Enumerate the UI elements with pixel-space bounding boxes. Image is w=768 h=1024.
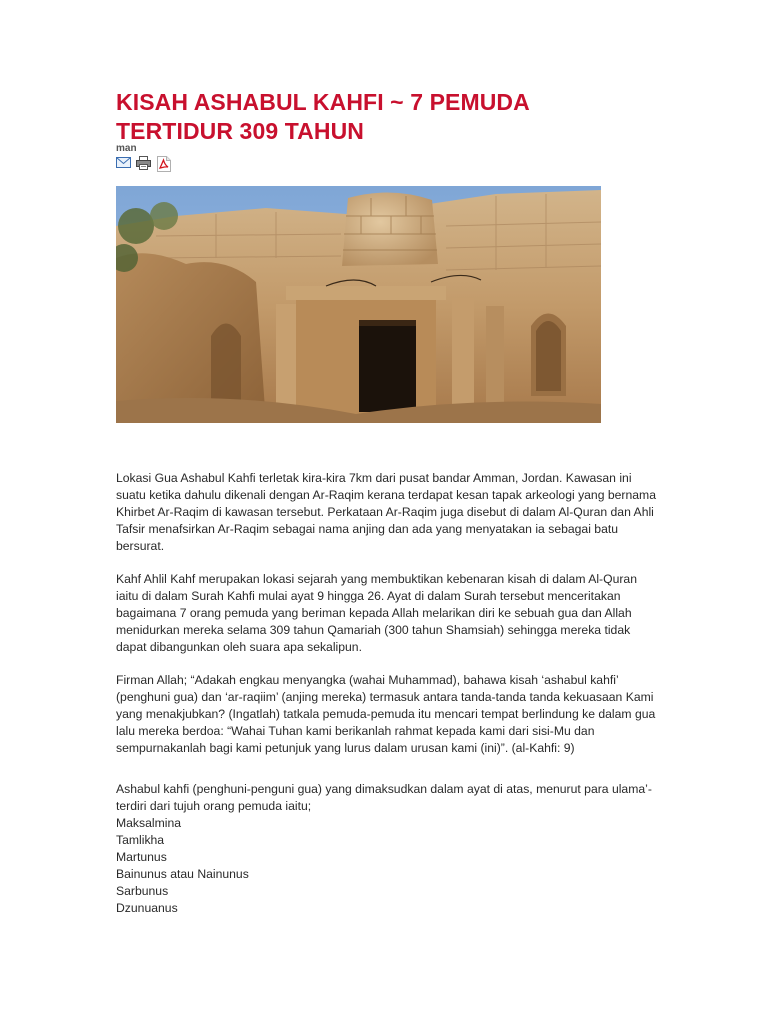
list-item: Tamlikha (116, 833, 165, 847)
paragraph-intro-names: Ashabul kahfi (penghuni-penguni gua) yang dimaksudkan dalam ayat di atas, menurut para ulama’- terdiri dari tujuh orang pemuda iaitu; (116, 782, 652, 813)
share-toolbar (116, 156, 172, 172)
paragraph-history: Kahf Ahlil Kahf merupakan lokasi sejarah yang membuktikan kebenaran kisah di dalam Al-Quran iaitu di dalam Surah Kahfi mulai ayat 9 hingga 26. Ayat di dalam Surah tersebut menceritakan bagaimana 7 orang pemuda yang beriman kepada Allah melarikan diri ke sebuah gua dan Allah menidurkan mereka selama 309 tahun Qamariah (300 tahun Shamsiah) sehingga mereka tidak dapat dibangunkan oleh suara apa sekalipun. (116, 572, 637, 654)
pdf-icon[interactable] (157, 156, 171, 177)
article-body (116, 470, 656, 917)
cave-photo (116, 186, 601, 423)
list-item: Maksalmina (116, 816, 182, 830)
list-item: Sarbunus (116, 884, 169, 898)
names-list (116, 815, 656, 917)
email-icon[interactable] (116, 156, 131, 174)
paragraph-quran-verse: Firman Allah; “Adakah engkau menyangka (wahai Muhammad), bahawa kisah ‘ashabul kahfi’ (penghuni gua) dan ‘ar-raqiim’ (anjing mereka) termasuk antara tanda-tanda tanda kekuasaan Kami yang menakjubkan? (Ingatlah) tatkala pemuda-pemuda itu mencari tempat berlindung ke dalam gua lalu mereka berdoa: “Wahai Tuhan kami berikanlah rahmat kepada kami dari sisi-Mu dan sempurnakanlah bagi kami petunjuk yang lurus dalam urusan kami (ini)”. (al-Kahfi: 9) (116, 673, 656, 755)
list-item: Dzunuanus (116, 901, 178, 915)
author-name[interactable]: man (116, 143, 137, 154)
list-item: Bainunus atau Nainunus (116, 867, 249, 881)
printer-icon[interactable] (136, 156, 151, 175)
list-item: Martunus (116, 850, 167, 864)
article-title: KISAH ASHABUL KAHFI ~ 7 PEMUDA TERTIDUR 309 TAHUN (116, 89, 529, 144)
paragraph-location: Lokasi Gua Ashabul Kahfi terletak kira-kira 7km dari pusat bandar Amman, Jordan. Kawasan ini suatu ketika dahulu dikenali dengan Ar-Raqim kerana terdapat kesan tapak arkeologi yang bernama Khirbet Ar-Raqim di kawasan tersebut. Perkataan Ar-Raqim juga disebut di dalam Al-Quran dan Ahli Tafsir menafsirkan Ar-Raqim sebagai nama anjing dan ada yang menyatakan ia sebagai batu bersurat. (116, 471, 656, 553)
